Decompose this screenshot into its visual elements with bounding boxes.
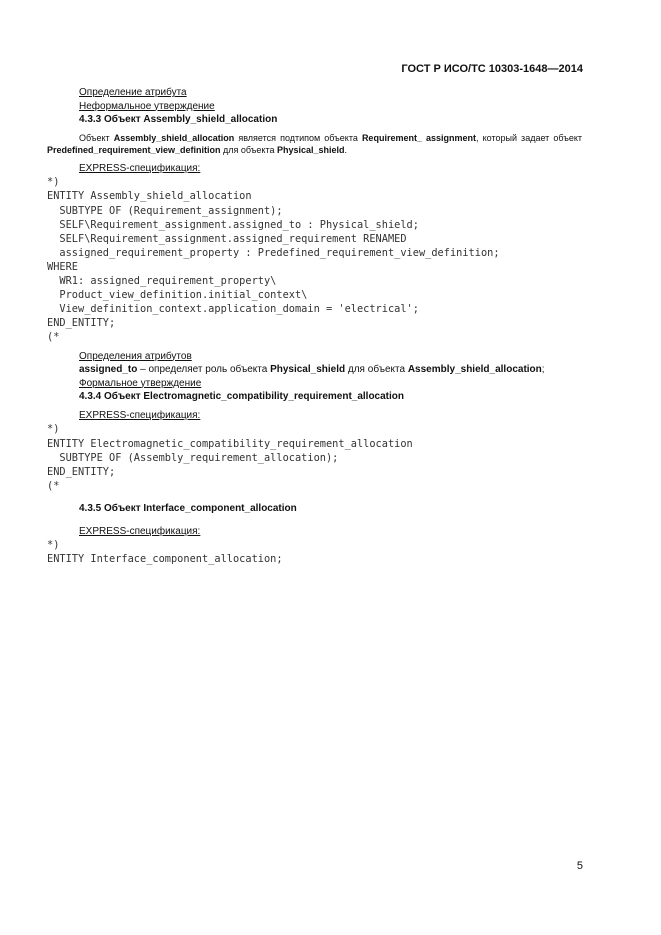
bold-term: Assembly_shield_allocation [407,364,542,376]
section-heading: 4.3.3 Объект Assembly_shield_allocation [79,114,278,126]
express-spec-label: EXPRESS-спецификация: [79,162,201,174]
section-label-informal-proposition: Неформальное утверждение [79,100,215,112]
bold-term: Physical_shield [270,364,346,376]
express-code-block: *) ENTITY Assembly_shield_allocation SUBTYPE OF (Requirement_assignment); SELF\Requirement_assignment.assigned_to : Physical_shield; SELF\Requirement_assignment.assigned_requirement RENAMED assigned_requirement_property : Predefined_requirement_view_definition; WHERE WR1: assigned_requirement_property\ Product_view_definition.initial_context\ View_definition_context.application_domain = 'electrical'; END_ENTITY; (* [47,176,500,344]
section-label-attribute-definition: Определение атрибута [79,87,187,98]
express-spec-label: EXPRESS-спецификация: [79,409,201,421]
express-code-block: *) ENTITY Interface_component_allocation; [47,539,283,566]
text-run: является подтипом объекта [234,132,362,143]
text-run: . [344,145,348,156]
text-run: , который задает объект [476,132,583,143]
bold-term: Physical_shield [276,145,345,156]
bold-term: Assembly_shield_allocation [113,132,235,143]
paragraph [47,363,582,377]
section-heading: 4.3.4 Объект Electromagnetic_compatibility_requirement_allocation [79,391,405,403]
section-label-formal-proposition: Формальное утверждение [79,377,202,389]
note [47,132,582,157]
bold-term: assigned_to [79,364,138,376]
bold-term: Predefined_requirement_view_definition [47,145,221,156]
express-spec-label: EXPRESS-спецификация: [79,525,201,537]
section-label-attribute-definitions: Определения атрибутов [79,350,192,362]
text-run: ; [541,364,545,376]
express-code-block: *) ENTITY Electromagnetic_compatibility_requirement_allocation SUBTYPE OF (Assembly_requirement_allocation); END_ENTITY; (* [47,423,413,492]
text-run: для объекта [345,364,408,376]
document-body [47,86,582,566]
text-run: – определяет роль объекта [137,364,271,376]
text-run: Объект [79,132,114,143]
section-heading: 4.3.5 Объект Interface_component_allocation [79,502,297,514]
bold-term: Requirement_ assignment [361,132,477,143]
document-header: ГОСТ Р ИСО/ТС 10303-1648—2014 [401,63,583,75]
page-number: 5 [576,860,583,872]
text-run: для объекта [220,145,277,156]
